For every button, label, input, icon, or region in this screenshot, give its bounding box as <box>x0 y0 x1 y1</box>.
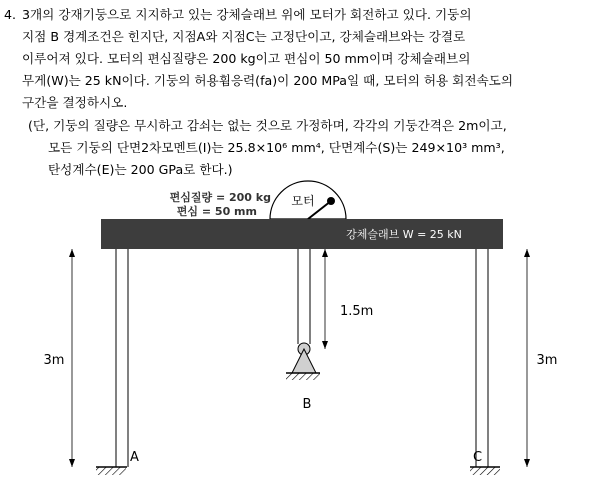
left-dimension-arrow-bottom <box>69 459 75 467</box>
right-height-label: 3m <box>536 353 558 368</box>
support-c-label: C <box>473 450 483 465</box>
left-height-label: 3m <box>43 353 65 368</box>
hinge-ground-hatch <box>286 373 320 380</box>
hinge-support-b <box>292 349 316 373</box>
slab-label: 강체슬래브 W = 25 kN <box>346 228 462 241</box>
problem-line-1: 3개의 강재기둥으로 지지하고 있는 강체슬래브 위에 모터가 회전하고 있다. 기둥의 <box>22 7 472 22</box>
condition-line-1: (단, 기둥의 질량은 무시하고 감쇠는 없는 것으로 가정하며, 각각의 기둥간격은 2m이고, <box>28 118 507 133</box>
condition-line-2: 모든 기둥의 단면2차모멘트(I)는 25.8×10⁶ mm⁴, 단면계수(S)는 249×10³ mm³, <box>48 140 505 155</box>
problem-number: 4. <box>4 7 17 22</box>
right-dimension-arrow-top <box>524 249 530 257</box>
middle-dimension-arrow-top <box>322 249 328 257</box>
fixed-support-c-hatch <box>470 467 500 475</box>
condition-line-3: 탄성계수(E)는 200 GPa로 한다.) <box>48 162 233 177</box>
middle-height-label: 1.5m <box>340 304 374 319</box>
right-dimension-arrow-bottom <box>524 459 530 467</box>
middle-dimension-arrow-bottom <box>322 341 328 349</box>
motor-label: 모터 <box>291 194 315 208</box>
support-b-label: B <box>302 397 312 412</box>
eccentric-mass-label: 편심질량 = 200 kg <box>169 191 271 204</box>
problem-line-5: 구간을 결정하시오. <box>22 95 128 110</box>
problem-line-3: 이루어져 있다. 모터의 편심질량은 200 kg이고 편심이 50 mm이며 강체슬래브의 <box>22 51 471 66</box>
problem-line-4: 무게(W)는 25 kN이다. 기둥의 허용휨응력(fa)이 200 MPa일 때, 모터의 허용 회전속도의 <box>22 73 513 88</box>
eccentric-mass <box>327 197 335 205</box>
eccentricity-label: 편심 = 50 mm <box>176 205 257 218</box>
fixed-support-a-hatch <box>96 467 126 475</box>
support-a-label: A <box>130 450 139 465</box>
left-dimension-arrow-top <box>69 249 75 257</box>
problem-line-2: 지점 B 경계조건은 힌지단, 지점A와 지점C는 고정단이고, 강체슬래브와는 강결로 <box>22 29 466 44</box>
